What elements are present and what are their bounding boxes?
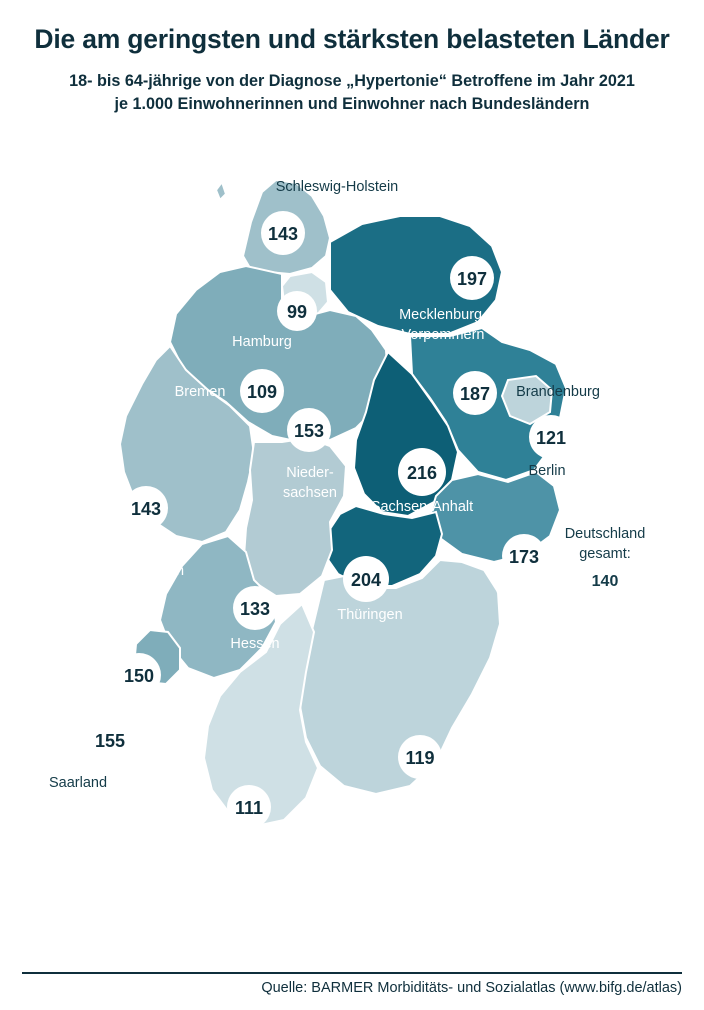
bubble-value-sachsen-anhalt: 216 (406, 463, 438, 483)
bubble-value-niedersachsen: 153 (293, 421, 325, 441)
label-baden-wuerttemberg-line2: Württemberg (210, 855, 294, 871)
bubble-value-baden-wuerttemberg: 111 (234, 798, 264, 818)
national-total-value: 140 (591, 573, 619, 591)
label-nordrhein-westfalen-line1: Nordrhein- (117, 542, 187, 558)
bubble-hamburg (277, 291, 317, 331)
label-sachsen: Sachsen (495, 582, 553, 598)
label-sachsen-anhalt: Sachsen-Anhalt (370, 499, 474, 515)
bubble-value-rheinland-pfalz: 150 (123, 666, 155, 686)
bubble-hessen (233, 586, 277, 630)
label-nordrhein-westfalen-line2: Westfalen (119, 563, 185, 579)
label-rheinland-pfalz-line3: Pfalz (155, 749, 189, 765)
footer-divider (22, 972, 682, 974)
bubble-rheinland-pfalz (117, 653, 161, 697)
region-hessen[interactable] (244, 438, 346, 596)
label-schleswig-holstein: Schleswig-Holstein (275, 179, 399, 195)
label-mecklenburg-vorpommern-line1: Mecklenburg- (399, 307, 487, 323)
subtitle-line-1: 18- bis 64-jährige von der Diagnose „Hypertonie“ Betroffene im Jahr 2021 (69, 72, 635, 90)
bubble-value-bayern: 119 (405, 748, 435, 768)
label-saarland: Saarland (48, 775, 108, 791)
bubble-bremen (240, 369, 284, 413)
national-total-label-line-1: Deutschland (564, 526, 646, 542)
bubble-berlin (529, 415, 573, 459)
label-bremen: Bremen (174, 384, 226, 400)
bubble-mecklenburg-vorpommern (450, 256, 494, 300)
bubble-baden-wuerttemberg (227, 785, 271, 829)
bubble-value-thueringen: 204 (350, 570, 382, 590)
bubble-bayern (398, 735, 442, 779)
national-total-label-line-2: gesamt: (579, 545, 631, 562)
bubble-saarland (88, 718, 132, 762)
bubble-value-schleswig-holstein: 143 (267, 224, 299, 244)
bubble-value-brandenburg: 187 (459, 384, 491, 404)
bubble-brandenburg (453, 371, 497, 415)
label-thueringen: Thüringen (337, 607, 403, 623)
page-subtitle (0, 70, 704, 117)
bubble-value-sachsen: 173 (508, 547, 540, 567)
source-note: Quelle: BARMER Morbiditäts- und Sozialatlas (www.bifg.de/atlas) (261, 980, 682, 996)
bubble-value-saarland: 155 (94, 731, 126, 751)
label-baden-wuerttemberg-line1: Baden- (228, 834, 276, 850)
label-hessen: Hessen (230, 636, 280, 652)
label-rheinland-pfalz-line2: land- (155, 728, 189, 744)
bubble-value-hamburg: 99 (286, 302, 308, 322)
bubble-schleswig-holstein (261, 211, 305, 255)
national-total (530, 525, 680, 593)
bubble-nordrhein-westfalen (124, 486, 168, 530)
bubble-value-bremen: 109 (246, 382, 278, 402)
label-bayern: Bayern (397, 786, 443, 802)
label-niedersachsen-line1: Nieder- (286, 465, 334, 481)
label-niedersachsen-line2: sachsen (282, 485, 338, 501)
bubble-thueringen (343, 556, 389, 602)
page-title: Die am geringsten und stärksten belasteten Länder (34, 24, 670, 54)
label-brandenburg: Brandenburg (516, 384, 600, 400)
bubble-value-berlin: 121 (535, 428, 567, 448)
bubble-value-mecklenburg-vorpommern: 197 (456, 269, 488, 289)
bubble-value-nordrhein-westfalen: 143 (130, 499, 162, 519)
label-rheinland-pfalz-line1: Rhein- (150, 707, 194, 723)
label-mecklenburg-vorpommern-line2: Vorpommern (401, 327, 485, 343)
label-hamburg: Hamburg (232, 334, 292, 350)
bubble-value-hessen: 133 (239, 599, 271, 619)
bubble-sachsen-anhalt (398, 448, 446, 496)
subtitle-line-2: je 1.000 Einwohnerinnen und Einwohner nach Bundesländern (114, 95, 590, 114)
bubble-niedersachsen (287, 408, 331, 452)
region-schleswig-holstein-tail (216, 182, 226, 200)
label-berlin: Berlin (528, 463, 566, 479)
